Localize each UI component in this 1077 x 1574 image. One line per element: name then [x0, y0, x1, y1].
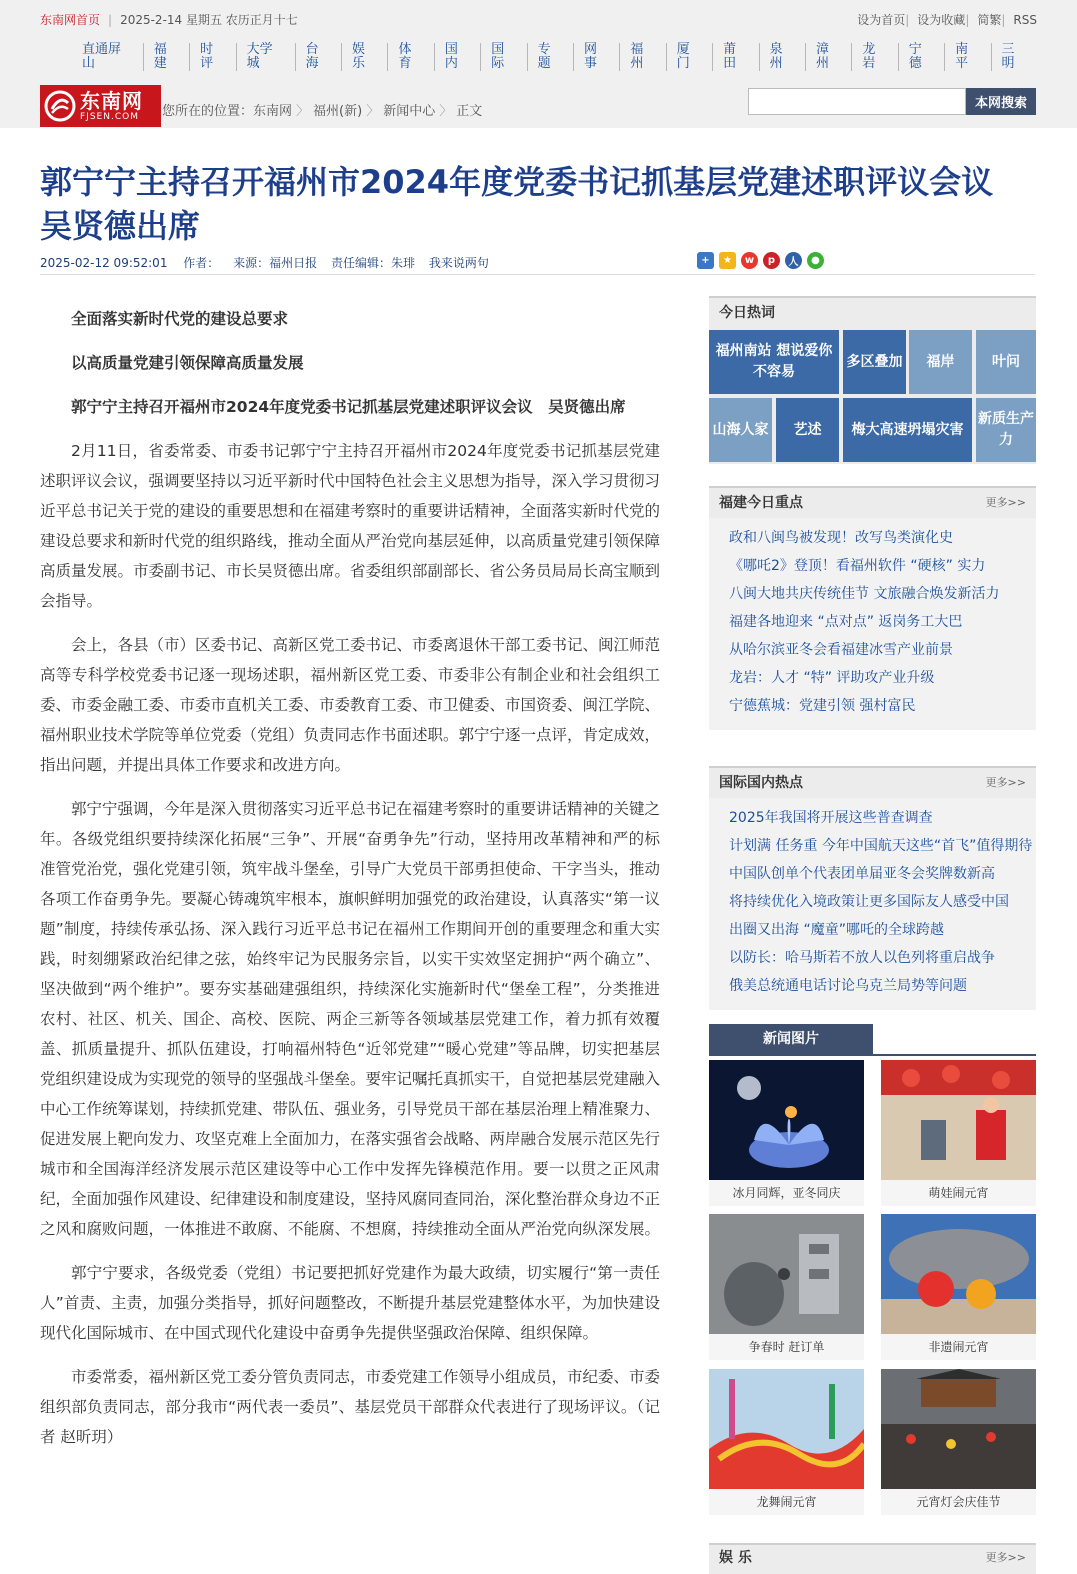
- hot-word-tile[interactable]: 艺述: [776, 398, 839, 462]
- nav-item[interactable]: 专题: [528, 43, 574, 71]
- article-paragraph: 郭宁宁要求，各级党委（党组）书记要把抓好党建作为最大政绩，切实履行“第一责任人”首责、主责，加强分类指导，抓好问题整改，不断提升基层党建整体水平，为加快建设现代化国际城市、在中国式现代化建设中奋勇争先提供坚强政治保障、组织保障。: [40, 1264, 660, 1342]
- list-item[interactable]: 出圈又出海 “魔童”哪吒的全球跨越: [729, 922, 944, 938]
- picture-kids-festival: [881, 1060, 1036, 1180]
- picture-dragon-dance: [709, 1369, 864, 1489]
- nav-item[interactable]: 龙岩: [852, 43, 898, 71]
- nav-item[interactable]: 国内: [435, 43, 481, 71]
- share-bar: [697, 252, 824, 269]
- entertainment-more-link[interactable]: 更多>>: [985, 1551, 1026, 1564]
- site-logo[interactable]: [40, 85, 161, 127]
- share-pinterest-icon[interactable]: p: [763, 252, 780, 269]
- bookmark-link[interactable]: 设为收藏: [917, 13, 966, 27]
- list-item[interactable]: 福建各地迎来 “点对点” 返岗务工大巴: [729, 614, 963, 630]
- list-item[interactable]: 以防长：哈马斯若不放人以色列将重启战争: [729, 950, 995, 966]
- news-picture[interactable]: [881, 1369, 1036, 1515]
- article-meta: [40, 254, 489, 271]
- list-item[interactable]: 将持续优化入境政策让更多国际友人感受中国: [729, 894, 1009, 910]
- picture-factory: [709, 1214, 864, 1334]
- divider: [40, 274, 1035, 275]
- picture-caption: 争春时 赶订单: [709, 1334, 864, 1360]
- top-bar: 东南网首页 | 2025-2-14 星期五 农历正月十七 设为首页| 设为收藏| 简繁| RSS: [40, 13, 1037, 27]
- share-plus-icon[interactable]: +: [697, 252, 714, 269]
- breadcrumb: 您所在的位置：东南网 〉 福州(新) 〉 新闻中心 〉 正文: [162, 104, 483, 119]
- list-item[interactable]: 政和八闽鸟被发现！改写鸟类演化史: [729, 530, 953, 546]
- article-paragraph: 会上，各县（市）区委书记、高新区党工委书记、市委离退休干部工委书记、闽江师范高等专科学校党委书记逐一现场述职，福州新区党工委、市委非公有制企业和社会组织工委、市委金融工委、市委市直机关工委、市委教育工委、市卫健委、市国资委、闽江学院、福州职业技术学院等单位党委（党组）负责同志作书面述职。郭宁宁逐一点评，肯定成效，指出问题，并提出具体工作要求和改进方向。: [40, 636, 661, 774]
- news-picture[interactable]: [709, 1369, 864, 1515]
- nav-item[interactable]: 厦门: [667, 43, 713, 71]
- article-title: 郭宁宁主持召开福州市2024年度党委书记抓基层党建述职评议会议 吴贤德出席: [40, 163, 994, 245]
- nav-item[interactable]: 直通屏山: [40, 43, 144, 71]
- author-label: 作者：: [183, 256, 220, 270]
- picture-ice-lantern: [709, 1060, 864, 1180]
- editor-text: 责任编辑：朱琲: [330, 256, 415, 270]
- hot-word-tile[interactable]: 福州南站 想说爱你不容易: [709, 330, 839, 394]
- share-qzone-star-icon[interactable]: ★: [719, 252, 736, 269]
- article-subhead: 全面落实新时代党的建设总要求: [71, 310, 289, 328]
- share-wechat-icon[interactable]: ●: [807, 252, 824, 269]
- hot-word-tile[interactable]: 叶问: [976, 330, 1036, 394]
- hot-word-tile[interactable]: 多区叠加: [843, 330, 906, 394]
- hot-word-tile[interactable]: 新质生产力: [976, 398, 1036, 462]
- article-subhead: 郭宁宁主持召开福州市2024年度党委书记抓基层党建述职评议会议 吴贤德出席: [71, 398, 626, 416]
- picture-lion-dance: [881, 1214, 1036, 1334]
- picture-caption: 元宵灯会庆佳节: [881, 1489, 1036, 1515]
- top-links: 设为首页| 设为收藏| 简繁| RSS: [857, 13, 1037, 27]
- hot-words-title: 今日热词: [709, 296, 1036, 328]
- nav-item[interactable]: 莆田: [713, 43, 759, 71]
- list-item[interactable]: 《哪吒2》登顶！看福州软件 “硬核” 实力: [729, 558, 986, 574]
- list-item[interactable]: 八闽大地共庆传统佳节 文旅融合焕发新活力: [729, 586, 1000, 602]
- picture-caption: 龙舞闹元宵: [709, 1489, 864, 1515]
- divider: [709, 1054, 1036, 1056]
- fujian-news-panel: [709, 486, 1036, 730]
- search-input[interactable]: [748, 88, 966, 115]
- set-home-link[interactable]: 设为首页: [857, 13, 906, 27]
- article-paragraph: 2月11日，省委常委、市委书记郭宁宁主持召开福州市2024年度党委书记抓基层党建述职评议会议，强调要坚持以习近平新时代中国特色社会主义思想为指导，深入学习贯彻习近平总书记关于党的建设的重要思想和在福建考察时的重要讲话精神，全面落实新时代党的建设总要求和新时代党的组织路线，推动全面从严治党向基层延伸，以高质量党建引领保障高质量发展。市委副书记、市长吴贤德出席。省委组织部副部长、省公务员局局长高宝顺到会指导。: [40, 442, 661, 610]
- article-paragraph: 郭宁宁强调，今年是深入贯彻落实习近平总书记在福建考察时的重要讲话精神的关键之年。各级党组织要持续深化拓展“三争”、开展“奋勇争先”行动，坚持用改革精神和严的标准管党治党，强化党建引领，筑牢战斗堡垒，引导广大党员干部勇担使命、干字当头，推动各项工作奋勇争先。要凝心铸魂筑牢根本，旗帜鲜明加强党的政治建设，认真落实“第一议题”制度，持续传承弘扬、深入践行习近平总书记在福州工作期间开创的重要理念和重大实践，时刻绷紧政治纪律之弦，始终牢记为民服务宗旨，以实干实效坚定拥护“两个确立”、坚决做到“两个维护”。要夯实基础建强组织，持续深化实施新时代“堡垒工程”，分类推进农村、社区、机关、国企、高校、医院、两企三新等各领域基层党建工作，着力抓有效覆盖、抓质量提升、抓队伍建设，打响福州特色“近邻党建”“暖心党建”等品牌，切实把基层党组织建设成为实现党的领导的坚强战斗堡垒。要牢记嘱托真抓实干，自觉把基层党建融入中心工作统筹谋划，持续抓党建、带队伍、强业务，引导党员干部在基层治理上精准聚力、促进发展上靶向发力、攻坚克难上全面加力，在落实强省会战略、两岸融合发展示范区先行城市和全国海洋经济发展示范区建设等中心工作中发挥先锋模范作用。要一以贯之正风肃纪，全面加强作风建设、纪律建设和制度建设，坚持风腐同查同治，深化整治群众身边不正之风和腐败问题，一体推进不敢腐、不能腐、不想腐，持续推动全面从严治党向纵深发展。: [40, 800, 661, 1238]
- fujian-news-title: 福建今日重点: [719, 495, 803, 511]
- simplified-traditional-link[interactable]: 简繁: [977, 13, 1002, 27]
- list-item[interactable]: 龙岩：人才 “特” 评助攻产业升级: [729, 670, 935, 686]
- article-body: [40, 304, 660, 1466]
- nav-item[interactable]: 三明: [1001, 42, 1015, 71]
- fujian-more-link[interactable]: 更多>>: [985, 496, 1026, 509]
- picture-caption: 非遗闹元宵: [881, 1334, 1036, 1360]
- list-item[interactable]: 宁德蕉城：党建引领 强村富民: [729, 698, 916, 714]
- site-header: [0, 0, 1077, 128]
- world-news-panel: [709, 766, 1036, 1010]
- list-item[interactable]: 计划满 任务重 今年中国航天这些“首飞”值得期待: [729, 838, 1033, 854]
- nav-item[interactable]: 时评: [190, 43, 236, 71]
- source-text: 来源：福州日报: [233, 256, 318, 270]
- list-item[interactable]: 从哈尔滨亚冬会看福建冰雪产业前景: [729, 642, 953, 658]
- nav-item[interactable]: 台海: [296, 43, 342, 71]
- hot-word-tile[interactable]: 梅大高速坍塌灾害: [843, 398, 972, 462]
- list-item[interactable]: 俄美总统通电话讨论乌克兰局势等问题: [729, 978, 967, 994]
- world-news-list: [709, 798, 1036, 1010]
- world-news-title: 国际国内热点: [719, 775, 803, 791]
- date-text: 2025-2-14 星期五 农历正月十七: [120, 13, 298, 27]
- list-item[interactable]: 中国队创单个代表团单届亚冬会奖牌数新高: [729, 866, 995, 882]
- fujian-news-list: [709, 518, 1036, 730]
- hot-words-grid: [709, 328, 1036, 464]
- nav-item[interactable]: 福州: [620, 43, 666, 71]
- nav-item[interactable]: 网事: [574, 43, 620, 71]
- logo-text: 东南网: [80, 88, 143, 113]
- article-subhead: 以高质量党建引领保障高质量发展: [71, 354, 304, 372]
- hot-word-tile[interactable]: 山海人家: [709, 398, 772, 462]
- breadcrumb-prefix: 您所在的位置：: [162, 104, 254, 119]
- nav-item[interactable]: 南平: [945, 43, 991, 71]
- breadcrumb-item[interactable]: 东南网: [253, 104, 293, 119]
- nav-item[interactable]: 娱乐: [342, 43, 388, 71]
- breadcrumb-item[interactable]: 新闻中心: [383, 104, 436, 119]
- site-search: [748, 88, 1036, 115]
- nav-item[interactable]: 宁德: [899, 43, 945, 71]
- comment-link[interactable]: 我来说两句: [428, 256, 489, 270]
- news-picture[interactable]: [709, 1214, 864, 1360]
- news-picture[interactable]: [709, 1060, 864, 1206]
- rss-link[interactable]: RSS: [1013, 13, 1037, 27]
- nav-item[interactable]: 大学城: [237, 43, 296, 71]
- breadcrumb-current: 正文: [456, 104, 483, 119]
- share-weibo-icon[interactable]: w: [741, 252, 758, 269]
- channel-nav: [40, 42, 1037, 71]
- nav-item[interactable]: 福建: [144, 43, 190, 71]
- nav-item[interactable]: 国际: [481, 43, 527, 71]
- picture-caption: 冰月同辉，亚冬同庆: [709, 1180, 864, 1206]
- news-pictures-title: 新闻图片: [709, 1024, 873, 1055]
- logo-domain: FJSEN.COM: [80, 111, 139, 122]
- nav-item[interactable]: 体育: [388, 43, 434, 71]
- share-renren-icon[interactable]: 人: [785, 252, 802, 269]
- picture-lantern-festival: [881, 1369, 1036, 1489]
- news-picture[interactable]: [881, 1214, 1036, 1360]
- hot-words-panel: [709, 296, 1036, 464]
- list-item[interactable]: 2025年我国将开展这些普查调查: [729, 810, 933, 826]
- entertainment-panel: [709, 1543, 1036, 1574]
- breadcrumb-item[interactable]: 福州(新): [313, 104, 363, 119]
- logo-swirl-icon: [40, 86, 80, 126]
- article-paragraph: 市委常委，福州新区党工委分管负责同志，市委党建工作领导小组成员，市纪委、市委组织部负责同志，部分我市“两代表一委员”、基层党员干部群众代表进行了现场评议。（记者 赵昕玥）: [40, 1368, 661, 1446]
- hot-word-tile[interactable]: 福岸: [909, 330, 972, 394]
- entertainment-title: 娱 乐: [719, 1550, 752, 1566]
- nav-item[interactable]: 泉州: [760, 43, 806, 71]
- nav-item[interactable]: 漳州: [806, 43, 852, 71]
- home-link[interactable]: 东南网首页: [40, 13, 101, 27]
- picture-caption: 萌娃闹元宵: [881, 1180, 1036, 1206]
- publish-time: 2025-02-12 09:52:01: [40, 256, 168, 270]
- search-button[interactable]: 本网搜索: [966, 88, 1036, 115]
- world-more-link[interactable]: 更多>>: [985, 776, 1026, 789]
- news-picture[interactable]: [881, 1060, 1036, 1206]
